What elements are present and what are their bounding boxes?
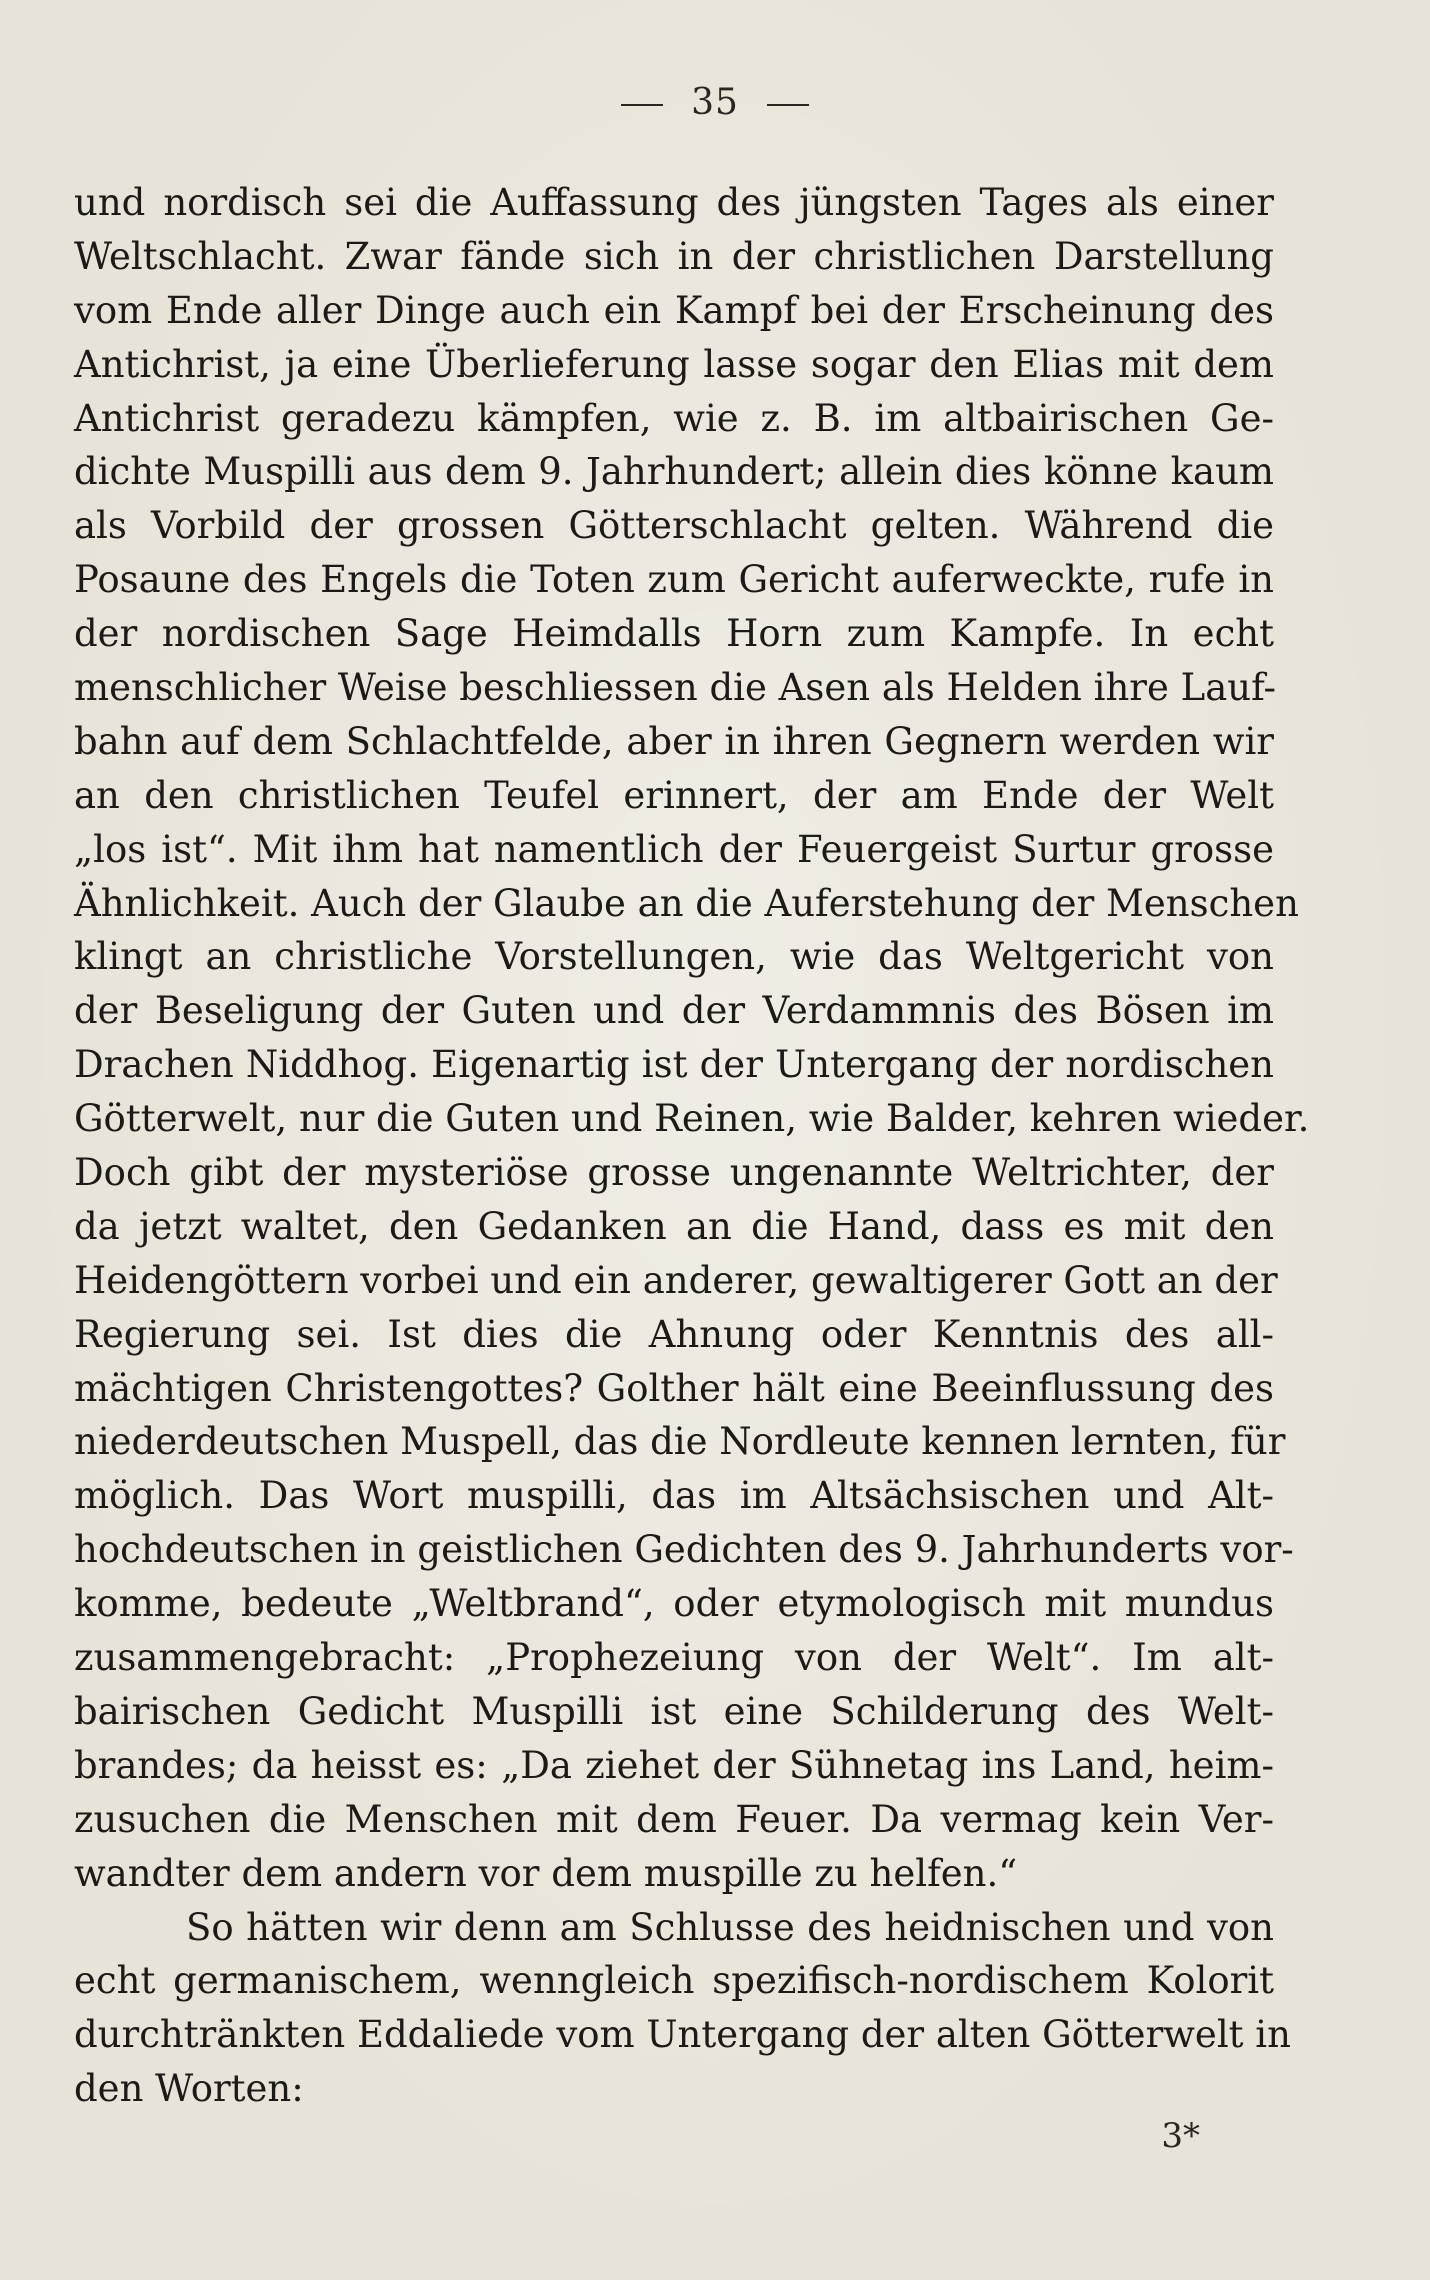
text-line: an den christlichen Teufel erinnert, der am Ende der Welt: [74, 773, 1274, 817]
text-line: zusuchen die Menschen mit dem Feuer. Da vermag kein Ver-: [74, 1797, 1274, 1841]
text-line: der nordischen Sage Heimdalls Horn zum Kampfe. In echt: [74, 612, 1274, 656]
text-line: mächtigen Christengottes? Golther hält eine Beeinflussung des: [74, 1366, 1274, 1410]
page-number: [0, 82, 1430, 123]
text-line: Doch gibt der mysteriöse grosse ungenannte Weltrichter, der: [74, 1151, 1274, 1195]
text-line: der Beseligung der Guten und der Verdammnis des Bösen im: [74, 989, 1274, 1033]
text-line: „los ist“. Mit ihm hat namentlich der Feuergeist Surtur grosse: [74, 827, 1274, 871]
text-line: Posaune des Engels die Toten zum Gericht auferweckte, rufe in: [74, 558, 1274, 602]
text-line: als Vorbild der grossen Götterschlacht gelten. Während die: [74, 504, 1274, 548]
text-line: zusammengebracht: „Prophezeiung von der Welt“. Im alt-: [74, 1636, 1274, 1680]
text-line: vom Ende aller Dinge auch ein Kampf bei der Erscheinung des: [74, 288, 1274, 332]
text-line: Ähnlichkeit. Auch der Glaube an die Auferstehung der Menschen: [74, 881, 1299, 925]
text-line: Drachen Niddhog. Eigenartig ist der Untergang der nordischen: [74, 1043, 1274, 1087]
signature-mark: 3*: [1161, 2116, 1200, 2156]
paragraph-1: [74, 176, 1310, 1901]
text-line: wandter dem andern vor dem muspille zu helfen.“: [74, 1851, 1018, 1895]
right-dash: [767, 104, 809, 106]
left-dash: [621, 104, 663, 106]
text-line: Weltschlacht. Zwar fände sich in der christlichen Darstellung: [74, 234, 1274, 278]
text-line: Antichrist, ja eine Überlieferung lasse sogar den Elias mit dem: [74, 342, 1274, 386]
body-text: [74, 176, 1310, 2116]
text-line: und nordisch sei die Auffassung des jüngsten Tages als einer: [74, 181, 1274, 224]
text-line: brandes; da heisst es: „Da ziehet der Sühnetag ins Land, heim-: [74, 1743, 1274, 1787]
text-line: Regierung sei. Ist dies die Ahnung oder Kenntnis des all-: [74, 1312, 1274, 1356]
text-line: echt germanischem, wenngleich spezifisch-nordischem Kolorit: [74, 1959, 1274, 2003]
text-line: hochdeutschen in geistlichen Gedichten des 9. Jahrhunderts vor-: [74, 1528, 1294, 1572]
paragraph-2: [74, 1901, 1291, 2117]
page-number-label: 35: [691, 82, 739, 123]
text-line: dichte Muspilli aus dem 9. Jahrhundert; allein dies könne kaum: [74, 450, 1274, 494]
text-line: niederdeutschen Muspell, das die Nordleute kennen lernten, für: [74, 1420, 1286, 1464]
text-line: komme, bedeute „Weltbrand“, oder etymologisch mit mundus: [74, 1582, 1274, 1626]
text-line: Götterwelt, nur die Guten und Reinen, wie Balder, kehren wieder.: [74, 1097, 1310, 1141]
text-line: klingt an christliche Vorstellungen, wie das Weltgericht von: [74, 935, 1274, 979]
text-line: da jetzt waltet, den Gedanken an die Hand, dass es mit den: [74, 1204, 1274, 1248]
text-line: bairischen Gedicht Muspilli ist eine Schilderung des Welt-: [74, 1689, 1274, 1733]
text-line: Antichrist geradezu kämpfen, wie z. B. im altbairischen Ge-: [74, 396, 1274, 440]
text-line: möglich. Das Wort muspilli, das im Altsächsischen und Alt-: [74, 1474, 1274, 1518]
text-line: Heidengöttern vorbei und ein anderer, gewaltigerer Gott an der: [74, 1258, 1278, 1302]
text-line: bahn auf dem Schlachtfelde, aber in ihren Gegnern werden wir: [74, 719, 1274, 763]
text-line: durchtränkten Eddaliede vom Untergang der alten Götterwelt in: [74, 2013, 1291, 2057]
text-line: menschlicher Weise beschliessen die Asen als Helden ihre Lauf-: [74, 666, 1276, 710]
text-line: So hätten wir denn am Schlusse des heidnischen und von: [186, 1905, 1274, 1949]
text-line: den Worten:: [74, 2067, 304, 2111]
